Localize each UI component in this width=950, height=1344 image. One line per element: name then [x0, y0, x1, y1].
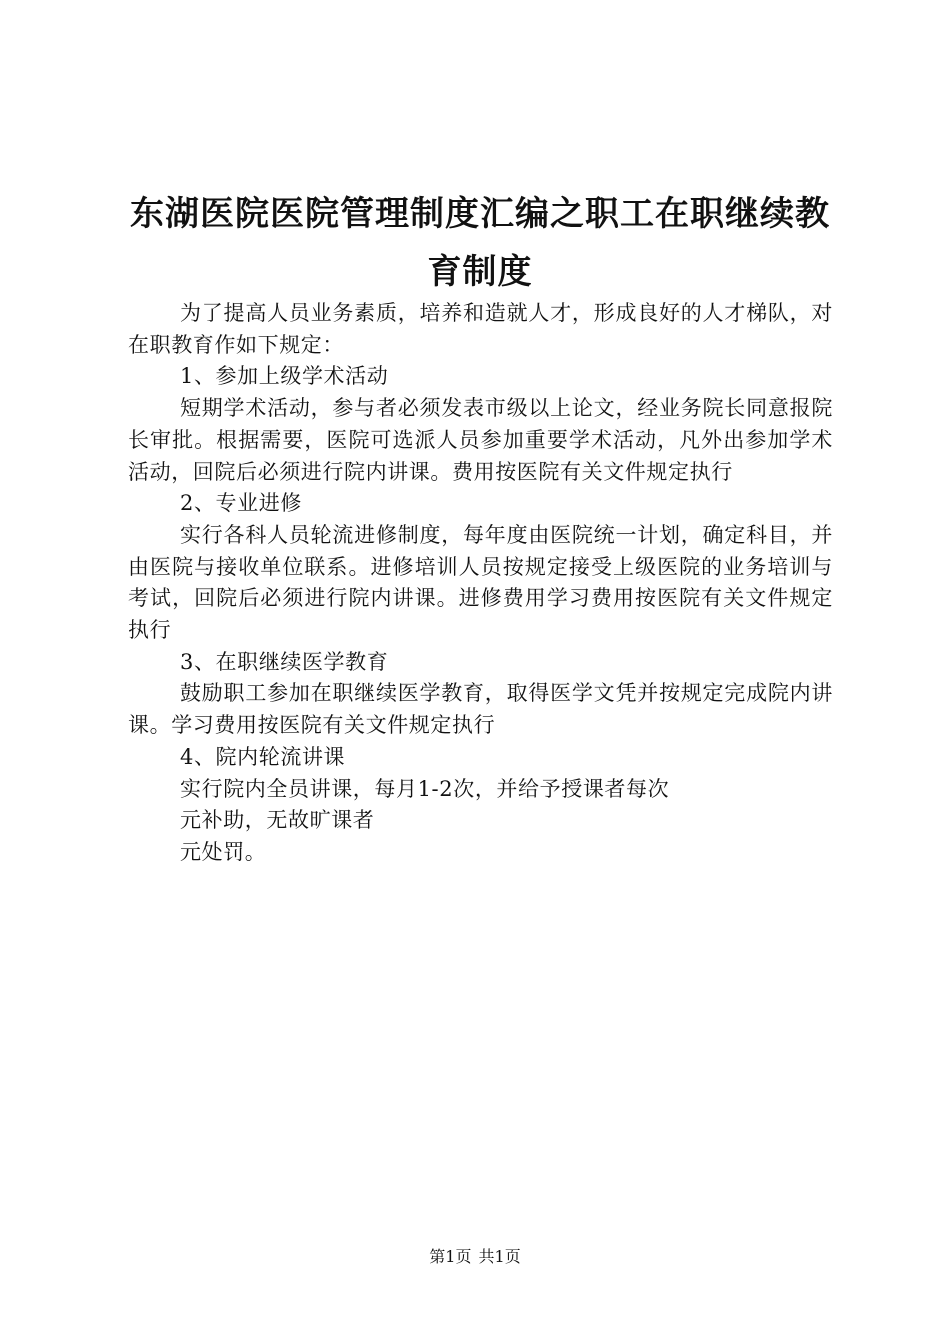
document-title-line-1: 东湖医院医院管理制度汇编之职工在职继续教	[130, 194, 830, 234]
page-total: 共1页	[478, 1247, 521, 1266]
section-body-3: 鼓励职工参加在职继续医学教育，取得医学文凭并按规定完成院内讲课。学习费用按医院有关文件规定执行	[128, 681, 833, 738]
document-body	[128, 298, 833, 869]
section-body-4-line-2: 元补助，无故旷课者	[180, 808, 375, 833]
section-body-4-line-1: 实行院内全员讲课，每月1-2次，并给予授课者每次	[180, 776, 670, 801]
document-title-line-2: 育制度	[427, 252, 533, 292]
section-body-2: 实行各科人员轮流进修制度，每年度由医院统一计划，确定科目，并由医院与接收单位联系。进修培训人员按规定接受上级医院的业务培训与考试，回院后必须进行院内讲课。进修费用学习费用按医院有关文件规定执行	[128, 522, 833, 643]
page-footer	[0, 1244, 950, 1267]
section-heading-4: 4、院内轮流讲课	[180, 744, 346, 769]
section-heading-3: 3、在职继续医学教育	[180, 649, 389, 674]
section-body-4-line-3: 元处罚。	[180, 839, 267, 864]
section-heading-2: 2、专业进修	[180, 491, 302, 516]
section-body-1: 短期学术活动，参与者必须发表市级以上论文，经业务院长同意报院长审批。根据需要，医院可选派人员参加重要学术活动，凡外出参加学术活动，回院后必须进行院内讲课。费用按医院有关文件规定执行	[128, 396, 833, 484]
section-heading-1: 1、参加上级学术活动	[180, 364, 389, 389]
page-number: 第1页	[429, 1247, 472, 1266]
intro-paragraph: 为了提高人员业务素质，培养和造就人才，形成良好的人才梯队，对在职教育作如下规定：	[128, 301, 833, 357]
